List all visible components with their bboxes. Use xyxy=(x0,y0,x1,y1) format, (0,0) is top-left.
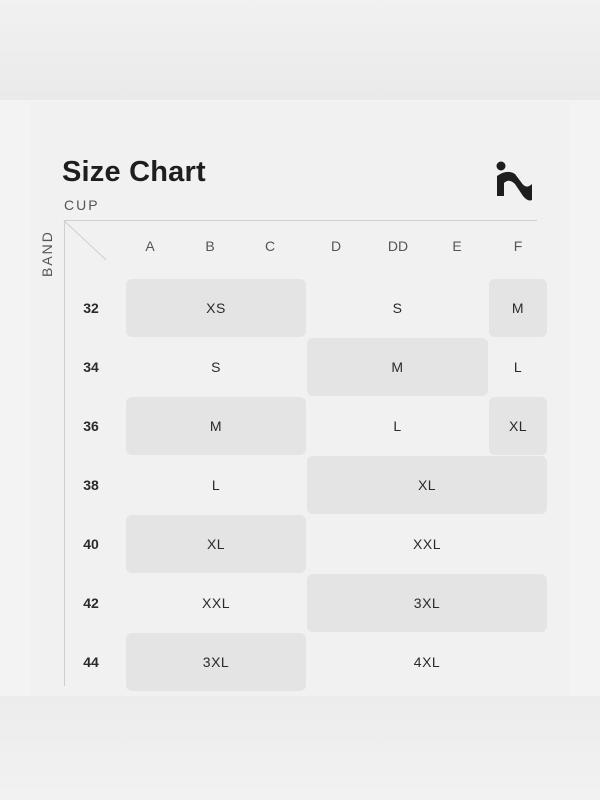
cup-column-e: E xyxy=(452,238,462,254)
size-cell-44-4xl: 4XL xyxy=(413,654,441,670)
size-cell-32-m: M xyxy=(489,279,547,337)
cup-column-b: B xyxy=(205,238,215,254)
size-cell-36-xl: XL xyxy=(489,397,547,455)
cup-column-c: C xyxy=(264,238,276,254)
brand-logo-icon xyxy=(493,160,533,204)
band-row-42: 42 xyxy=(83,595,99,611)
size-cell-42-xxl: XXL xyxy=(202,595,230,611)
band-row-38: 38 xyxy=(83,477,99,493)
size-cell-36-l: L xyxy=(393,418,402,434)
size-cell-36-m: M xyxy=(126,397,306,455)
band-row-40: 40 xyxy=(83,536,99,552)
cup-column-f: F xyxy=(513,238,523,254)
cup-axis-label: CUP xyxy=(64,197,100,213)
band-divider xyxy=(64,220,65,686)
size-cell-34-l: L xyxy=(513,359,523,375)
size-cell-40-xl: XL xyxy=(126,515,306,573)
bottom-background xyxy=(0,696,600,800)
band-axis-label: BAND xyxy=(39,230,55,277)
size-cell-34-s: S xyxy=(211,359,221,375)
size-cell-38-xl: XL xyxy=(307,456,547,514)
cup-column-a: A xyxy=(145,238,155,254)
size-cell-44-3xl: 3XL xyxy=(126,633,306,691)
size-cell-38-l: L xyxy=(211,477,221,493)
band-row-34: 34 xyxy=(83,359,99,375)
cup-column-dd: DD xyxy=(387,238,409,254)
cup-column-d: D xyxy=(330,238,342,254)
page-title: Size Chart xyxy=(62,156,206,188)
size-cell-40-xxl: XXL xyxy=(413,536,441,552)
size-cell-34-m: M xyxy=(307,338,488,396)
band-row-44: 44 xyxy=(83,654,99,670)
size-cell-32-xs: XS xyxy=(126,279,306,337)
size-cell-42-3xl: 3XL xyxy=(307,574,547,632)
band-row-36: 36 xyxy=(83,418,99,434)
header-divider xyxy=(64,220,537,221)
band-row-32: 32 xyxy=(83,300,99,316)
top-background xyxy=(0,0,600,100)
size-cell-32-s: S xyxy=(392,300,403,316)
